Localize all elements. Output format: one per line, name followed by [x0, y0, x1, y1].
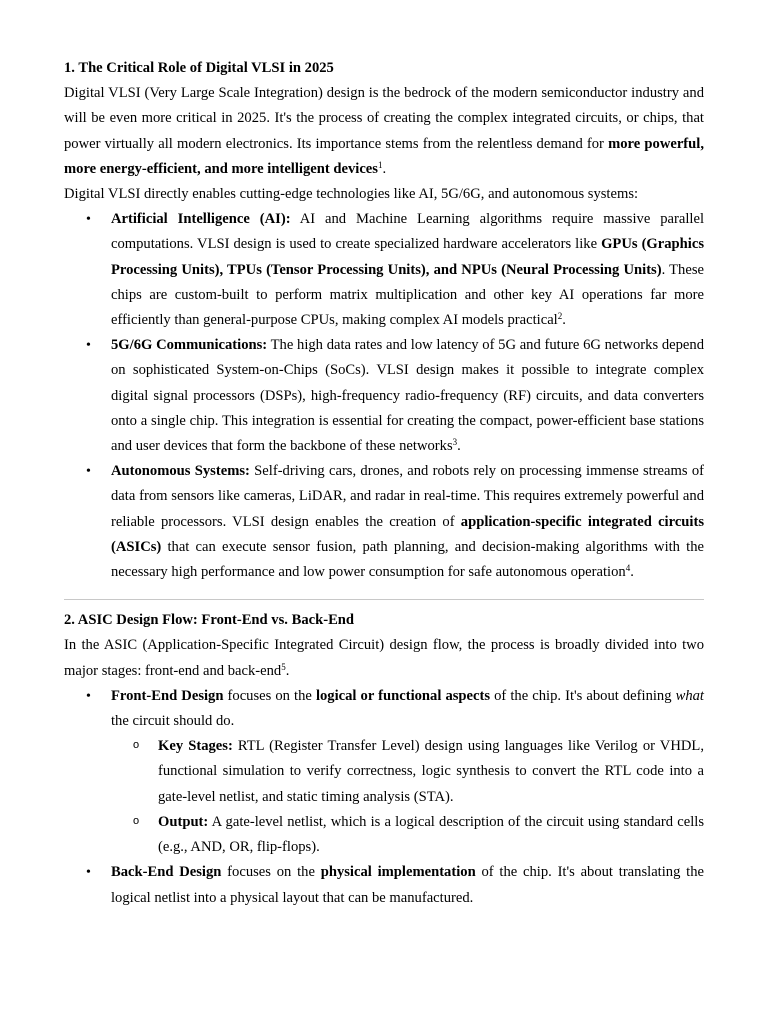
- footnote-ref: 3: [452, 437, 458, 448]
- bullet-autonomous: • Autonomous Systems: Self-driving cars, drones, and robots rely on processing immense streams of data from sensors like cameras, LiDAR, and radar in real-time. This requires extremely powerful and reliable processors. VLSI design enables the creation of application-specific integrated circuits (ASICs) that can execute sensor fusion, path planning, and decision-making algorithms with the necessary high performance and low power consumption for safe autonomous operation$^4$.: [64, 459, 704, 585]
- bullet-term: Front-End Design: [111, 687, 224, 704]
- footnote-ref: 4: [625, 563, 631, 574]
- section-2-heading: 2. ASIC Design Flow: Front-End vs. Back-End: [64, 612, 355, 629]
- bullet-front-end: • Front-End Design focuses on the logical or functional aspects of the chip. It's about defining what the circuit should do.: [64, 684, 704, 734]
- footnote-ref: 1: [377, 159, 383, 170]
- section-1-lead: Digital VLSI directly enables cutting-edge technologies like AI, 5G/6G, and autonomous systems:: [64, 186, 639, 203]
- intro-text: Digital VLSI (Very Large Scale Integration) design is the bedrock of the modern semiconductor industry and will be even more critical in 2025. It's the process of creating the complex integrated circuits, or chips, that power virtually all modern electronics. Its importance stems from the relentless demand for: [64, 85, 704, 152]
- bullet-term: Back-End Design: [111, 864, 222, 881]
- sub-bullet-term: Key Stages:: [158, 738, 233, 755]
- sub-bullet-key-stages: o Key Stages: RTL (Register Transfer Level) design using languages like Verilog or VHDL, functional simulation to verify correctness, logic synthesis to convert the RTL code into a gate-level netlist, and static timing analysis (STA).: [64, 734, 704, 810]
- bullet-ai: • Artificial Intelligence (AI): AI and Machine Learning algorithms require massive parallel computations. VLSI design is used to create specialized hardware accelerators like GPUs (Graphics Processing Units), TPUs (Tensor Processing Units), and NPUs (Neural Processing Units). These chips are custom-built to perform matrix multiplication and other key AI operations far more efficiently than general-purpose CPUs, making complex AI models practical$^2$.: [64, 207, 704, 333]
- section-2-intro: In the ASIC (Application-Specific Integrated Circuit) design flow, the process is broadly divided into two major stages: front-end and back-end$^5$.: [64, 637, 704, 679]
- footnote-ref: 5: [281, 661, 286, 672]
- bullet-term: 5G/6G Communications:: [111, 337, 268, 354]
- section-divider: [64, 599, 704, 600]
- bullet-term: Artificial Intelligence (AI):: [111, 211, 291, 228]
- intro-bold: more powerful, more energy-efficient, and more intelligent devices: [64, 135, 704, 177]
- document-content: [64, 56, 704, 911]
- footnote-ref: 2: [557, 311, 563, 322]
- bullet-term: Autonomous Systems:: [111, 463, 250, 480]
- section-1-intro: Digital VLSI (Very Large Scale Integration) design is the bedrock of the modern semiconductor industry and will be even more critical in 2025. It's the process of creating the complex integrated circuits, or chips, that power virtually all modern electronics. Its importance stems from the relentless demand for more powerful, more energy-efficient, and more intelligent devices$^1$.: [64, 85, 704, 177]
- bullet-5g-6g: • 5G/6G Communications: The high data rates and low latency of 5G and future 6G networks depend on sophisticated System-on-Chips (SoCs). VLSI design makes it possible to integrate complex digital signal processors (DSPs), high-frequency radio-frequency (RF) circuits, and data converters onto a single chip. This integration is essential for creating the compact, power-efficient base stations and user devices that form the backbone of these networks$^3$.: [64, 333, 704, 459]
- section-1-bullet-list: [64, 207, 704, 585]
- sub-bullet-term: Output:: [158, 813, 209, 830]
- section-1-heading: 1. The Critical Role of Digital VLSI in 2025: [64, 60, 334, 76]
- bullet-back-end: • Back-End Design focuses on the physical implementation of the chip. It's about translating the logical netlist into a physical layout that can be manufactured.: [64, 860, 704, 910]
- sub-bullet-output: o Output: A gate-level netlist, which is a logical description of the circuit using standard cells (e.g., AND, OR, flip-flops).: [64, 810, 704, 860]
- section-2-bullet-list: [64, 684, 704, 911]
